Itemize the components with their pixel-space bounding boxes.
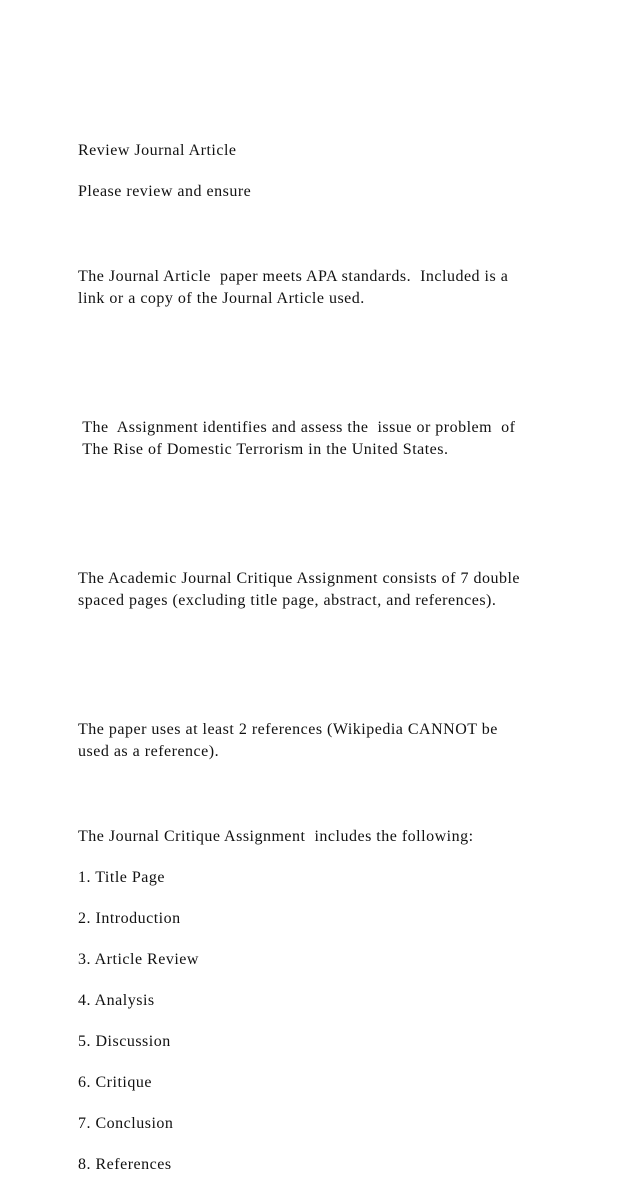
paragraph-line: The Academic Journal Critique Assignment consists of 7 double	[78, 570, 520, 587]
list-item: 5. Discussion	[78, 1033, 171, 1050]
paragraph-line: The paper uses at least 2 references (Wikipedia CANNOT be	[78, 721, 498, 738]
list-item: 6. Critique	[78, 1074, 152, 1091]
document-body	[78, 140, 578, 1195]
paragraph-line: The Journal Article paper meets APA standards. Included is a	[78, 268, 509, 285]
length-paragraph	[78, 524, 578, 656]
list-item: 7. Conclusion	[78, 1115, 174, 1132]
paragraph-line: The Assignment identifies and assess the issue or problem of	[78, 419, 516, 436]
list-item: 4. Analysis	[78, 992, 155, 1009]
assignment-sections-list	[78, 867, 578, 1176]
document-title: Review Journal Article	[78, 142, 237, 159]
instruction-text: Please review and ensure	[78, 183, 252, 200]
list-item: 3. Article Review	[78, 951, 199, 968]
list-item: 2. Introduction	[78, 910, 181, 927]
list-item: 8. References	[78, 1156, 172, 1173]
references-paragraph	[78, 675, 578, 807]
apa-paragraph	[78, 222, 578, 354]
paragraph-line: The Rise of Domestic Terrorism in the United States.	[78, 441, 449, 458]
list-intro: The Journal Critique Assignment includes the following:	[78, 828, 474, 845]
list-item: 1. Title Page	[78, 869, 165, 886]
topic-paragraph	[78, 373, 578, 505]
paragraph-line: spaced pages (excluding title page, abstract, and references).	[78, 592, 497, 609]
paragraph-line: used as a reference).	[78, 743, 220, 760]
paragraph-line: link or a copy of the Journal Article used.	[78, 290, 365, 307]
